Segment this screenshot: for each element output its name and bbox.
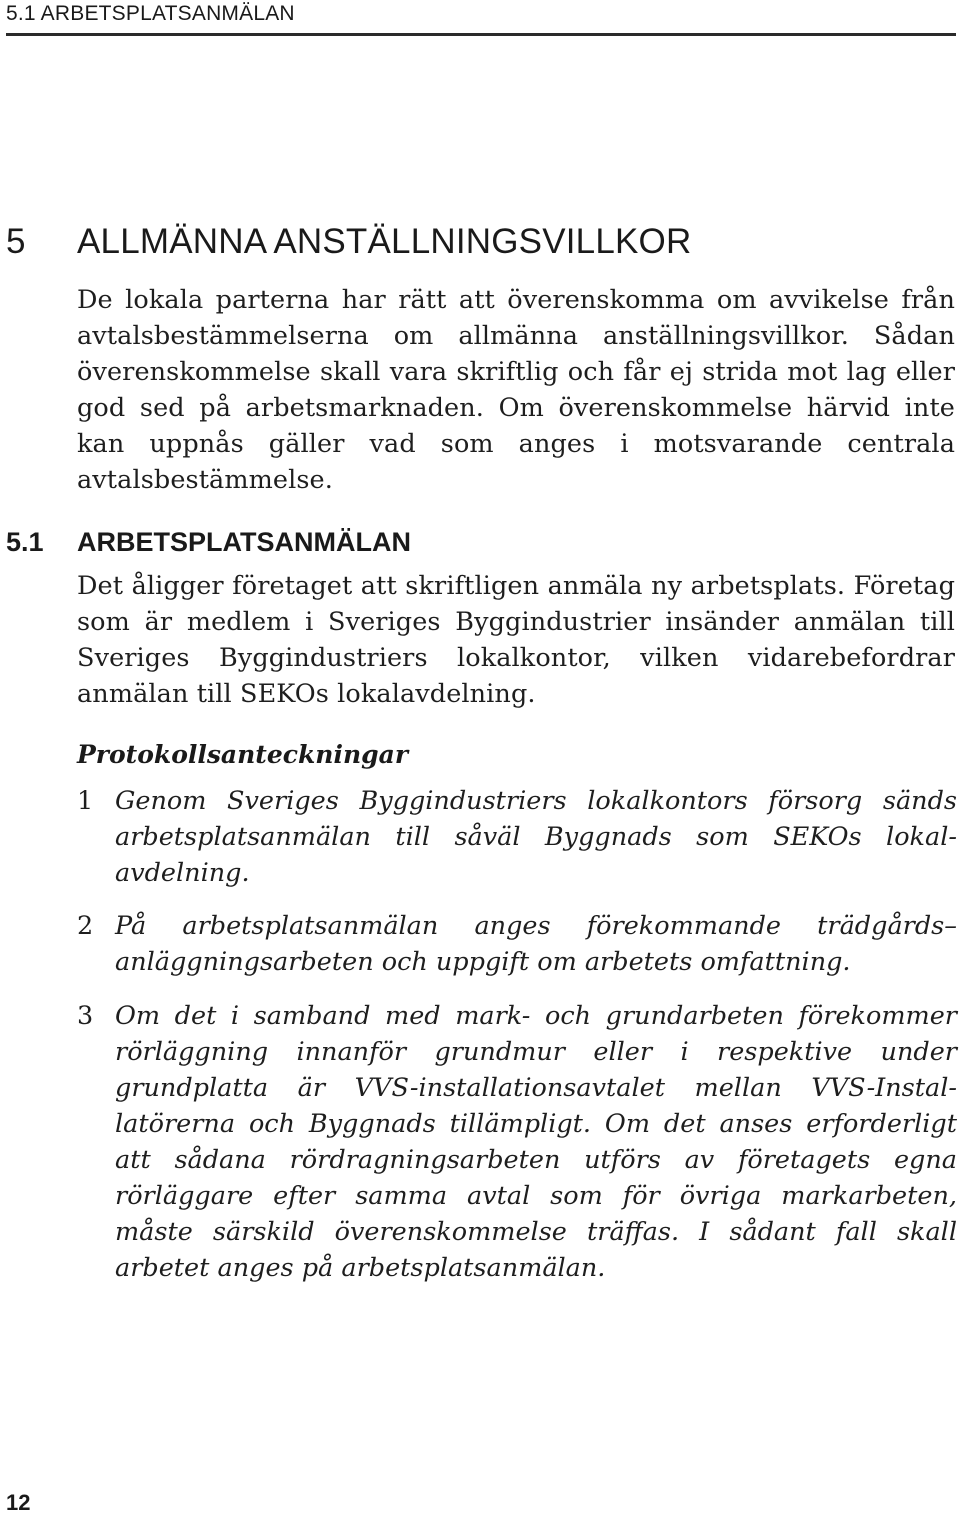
chapter-heading [6,222,691,262]
note-item [77,998,957,1286]
note-number: 2 [77,911,94,941]
page-number: 12 [6,1490,31,1515]
chapter-number: 5 [6,222,26,261]
section-heading [6,527,411,558]
header-rule [6,33,956,36]
note-number: 3 [77,1001,94,1031]
note-text: På arbetsplatsanmälan anges förekommande trädgårds– anläggningsarbeten och uppgift om arbetets omfattning. [115,911,957,977]
section-number: 5.1 [6,527,44,557]
note-text: Om det i samband med mark- och grundarbeten förekommer rörläggning innanför grundmur eller i respektive under grundplatta är VVS-installationsavtalet mellan VVS-Installatörerna och Byggnads tillämpligt. Om det anses erforderligt att sådana rördragningsarbeten utförs av företagets egna rörläggare efter samma avtal som för övriga markarbeten, måste särskild överenskommelse träffas. I sådant fall skall arbetet anges på arbetsplatsanmälan. [115,1001,957,1283]
note-item [77,783,957,891]
note-number: 1 [77,786,94,816]
chapter-title: ALLMÄNNA ANSTÄLLNINGSVILLKOR [77,222,692,261]
chapter-paragraph: De lokala parterna har rätt att överenskomma om avvikelse från avtalsbestämmelserna om allmänna anställningsvillkor. Sådan överenskommelse skall vara skriftlig och får ej strida mot lag eller god sed på arbetsmarknaden. Om överenskommelse härvid inte kan uppnås gäller vad som anges i motsvarande centrala avtalsbestämmelse. [77,285,955,495]
section-title: ARBETSPLATSANMÄLAN [77,527,411,557]
section-paragraph: Det åligger företaget att skriftligen anmäla ny arbetsplats. Företag som är medlem i Sveriges Byggindustrier insänder anmälan till Sveriges Byggindustriers lokalkontor, vilken vidarebefordrar anmälan till SEKOs lokalavdelning. [77,571,955,709]
note-item [77,908,957,980]
running-header: 5.1 ARBETSPLATSANMÄLAN [6,2,295,25]
note-text: Genom Sveriges Byggindustriers lokalkontors försorg sänds arbetsplatsanmälan till såväl Byggnads som SEKOs lokalavdelning. [115,786,957,888]
notes-heading: Protokollsanteckningar [77,740,409,769]
